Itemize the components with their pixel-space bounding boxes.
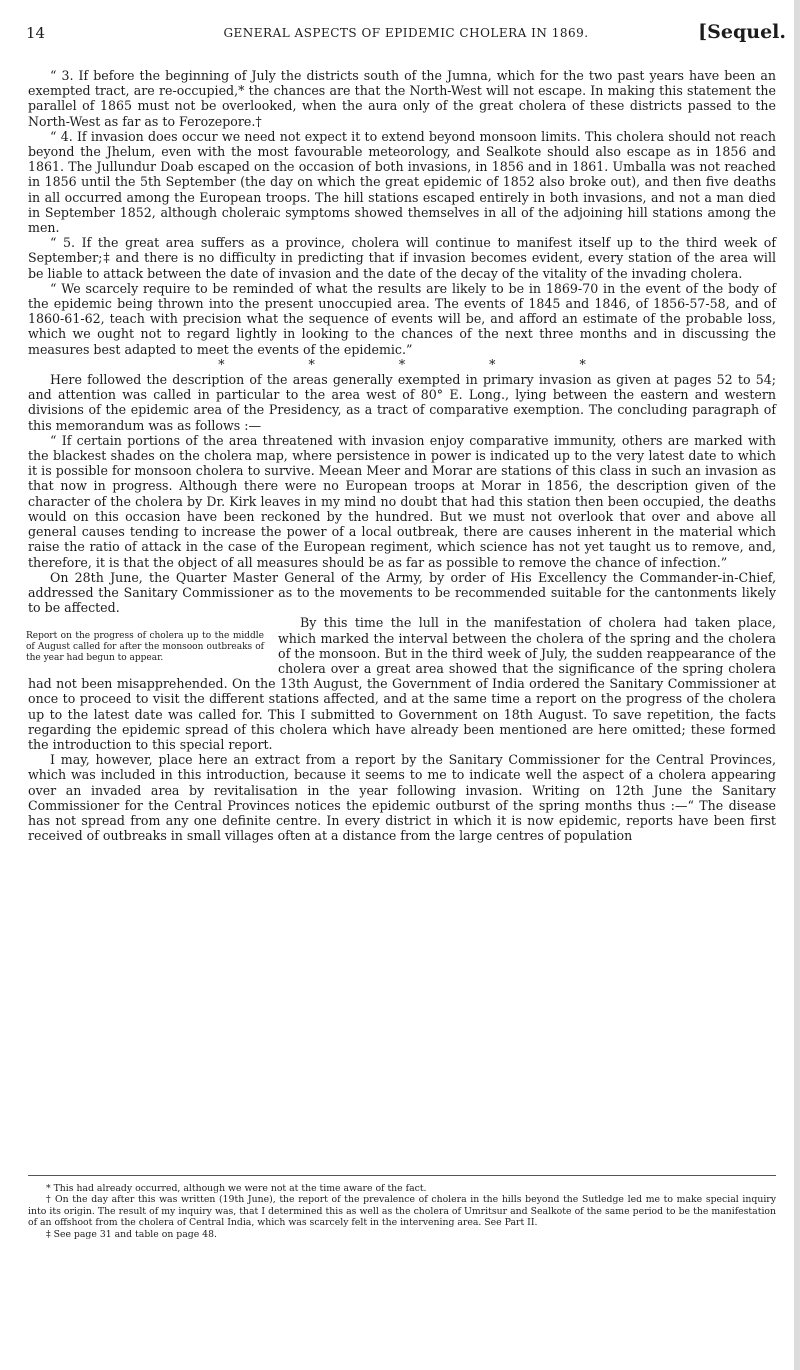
page-edge [794,0,800,1370]
paragraph-june: On 28th June, the Quarter Master General of the Army, by order of His Excellency the Commander-in-Chief, addressed the Sanitary Commissioner as to the movements to be recommended suitable for the cantonments likely to be affected. [28,569,776,616]
paragraph-areas: Here followed the description of the areas generally exempted in primary invasion as given at pages 52 to 54; and attention was called in particular to the area west of 80° E. Long., lying between the eastern and western divisions of the epidemic area of the Presidency, as a tract of comparative exemption. The concluding paragraph of this memorandum was as follows :— [28,372,776,433]
footnote-double-dagger: ‡ See page 31 and table on page 48. [46,1228,217,1240]
paragraph-3: “ 3. If before the beginning of July the districts south of the Jumna, which for the two past years have been an exempted tract, are re-occupied,* the chances are that the North-West will not escape. In making this statement the parallel of 1865 must not be overlooked, when the aura only of the great cholera of these districts passed to the North-West as far as to Ferozepore.† [28,68,776,129]
paragraph-4: “ 4. If invasion does occur we need not expect it to extend beyond monsoon limits. This cholera should not reach beyond the Jhelum, even with the most favourable meteorology, and Sealkote should also escape as in 1856 and 1861. The Jullundur Doab escaped on the occasion of both invasions, in 1856 and in 1861. Umballa was not reached in 1856 until the 5th September (the day on which the great epidemic of 1852 also broke out), and then five deaths in all occurred among the European troops. The hill stations escaped entirely in both invasions, and not a man died in September 1852, although choleraic symptoms showed themselves in all of the adjoining hill stations among the men. [28,128,776,236]
page-header [26,18,786,52]
paragraph-lull: By this time the lull in the manifestation of cholera had taken place, which marked the interval between the cholera of the spring and the cholera of the monsoon. But in the third week of July, the sudden reappearance of the cholera over a great area showed that the significance of the spring cholera had not been misapprehended. On the 13th August, the Government of India ordered the Sanitary Commissioner at once to proceed to visit the different stations affected, and at the same time a report on the progress of the cholera up to the latest date was called for. This I submitted to Government on 18th August. To save repetition, the facts regarding the epidemic spread of this cholera which have already been mentioned are here omitted; these formed the introduction to this special report. [28,615,776,752]
section-stars: * * * * * [218,356,626,372]
page-number: 14 [26,24,46,42]
paragraph-5: “ 5. If the great area suffers as a province, cholera will continue to manifest itself up to the third week of September;‡ and there is no difficulty in predicting that if invasion becomes evident, every station of the area will be liable to attack between the date of invasion and the date of the decay of the vitality of the invading cholera. [28,235,776,281]
paragraph-results: “ We scarcely require to be reminded of what the results are likely to be in 1869-70 in the event of the body of the epidemic being thrown into the present unoccupied area. The events of 1845 and 1846, of 1856-57-58, and of 1860-61-62, teach with precision what the sequence of events will be, and afford an estimate of the probable loss, which we ought not to regard lightly in looking to the chances of the next three months and in discussing the measures best adapted to meet the events of the epidemic.” [28,280,776,357]
body-text [28,68,776,843]
paragraph-central-provinces: I may, however, place here an extract from a report by the Sanitary Commissioner for the Central Provinces, which was included in this introduction, because it seems to me to indicate well the aspect of a cholera appearing over an invaded area by revitalisation in the year following invasion. Writing on 12th June the Sanitary Commissioner for the Central Provinces notices the epidemic outburst of the spring months thus :—“ The disease has not spread from any one definite centre. In every district in which it is now epidemic, reports have been first received of outbreaks in small villages often at a distance from the large centres of population [28,752,776,844]
footnote-star: * This had already occurred, although we were not at the time aware of the fact. [46,1183,427,1194]
footnote-dagger: † On the day after this was written (19th June), the report of the prevalence of cholera in the hills beyond the Sutledge led me to make special inquiry into its origin. The result of my inquiry was, that I determined this as well as the cholera of Umritsur and Sealkote of the same period to be the manifestation of an offshoot from the cholera of Central India, which was scarcely felt in the intervening area. See Part II. [28,1194,776,1229]
sequel-label: [Sequel. [698,21,786,43]
footnotes [28,1183,776,1240]
paragraph-immunity: “ If certain portions of the area threatened with invasion enjoy comparative immunity, others are marked with the blackest shades on the cholera map, where persistence in power is indicated up to the very latest date to which it is possible for monsoon cholera to survive. Meean Meer and Morar are stations of this class in such an invasion as that now in progress. Although there were no European troops at Morar in 1856, the description given of the character of the cholera by Dr. Kirk leaves in my mind no doubt that had this station then been occupied, the deaths would on this occasion have been reckoned by the hundred. But we must not overlook that over and above all general causes tending to increase the power of a local outbreak, there are causes inherent in the material which raise the ratio of attack in the case of the European regiment, which science has not yet taught us to remove, and, therefore, it is that the object of all measures should be as far as possible to remove the chance of infection.” [28,432,776,570]
running-title: GENERAL ASPECTS OF EPIDEMIC CHOLERA IN 1869. [223,26,589,40]
margin-note: Report on the progress of cholera up to the middle of August called for after the monsoon outbreaks of the year had begun to appear. [26,631,264,664]
footnote-rule [28,1175,776,1176]
